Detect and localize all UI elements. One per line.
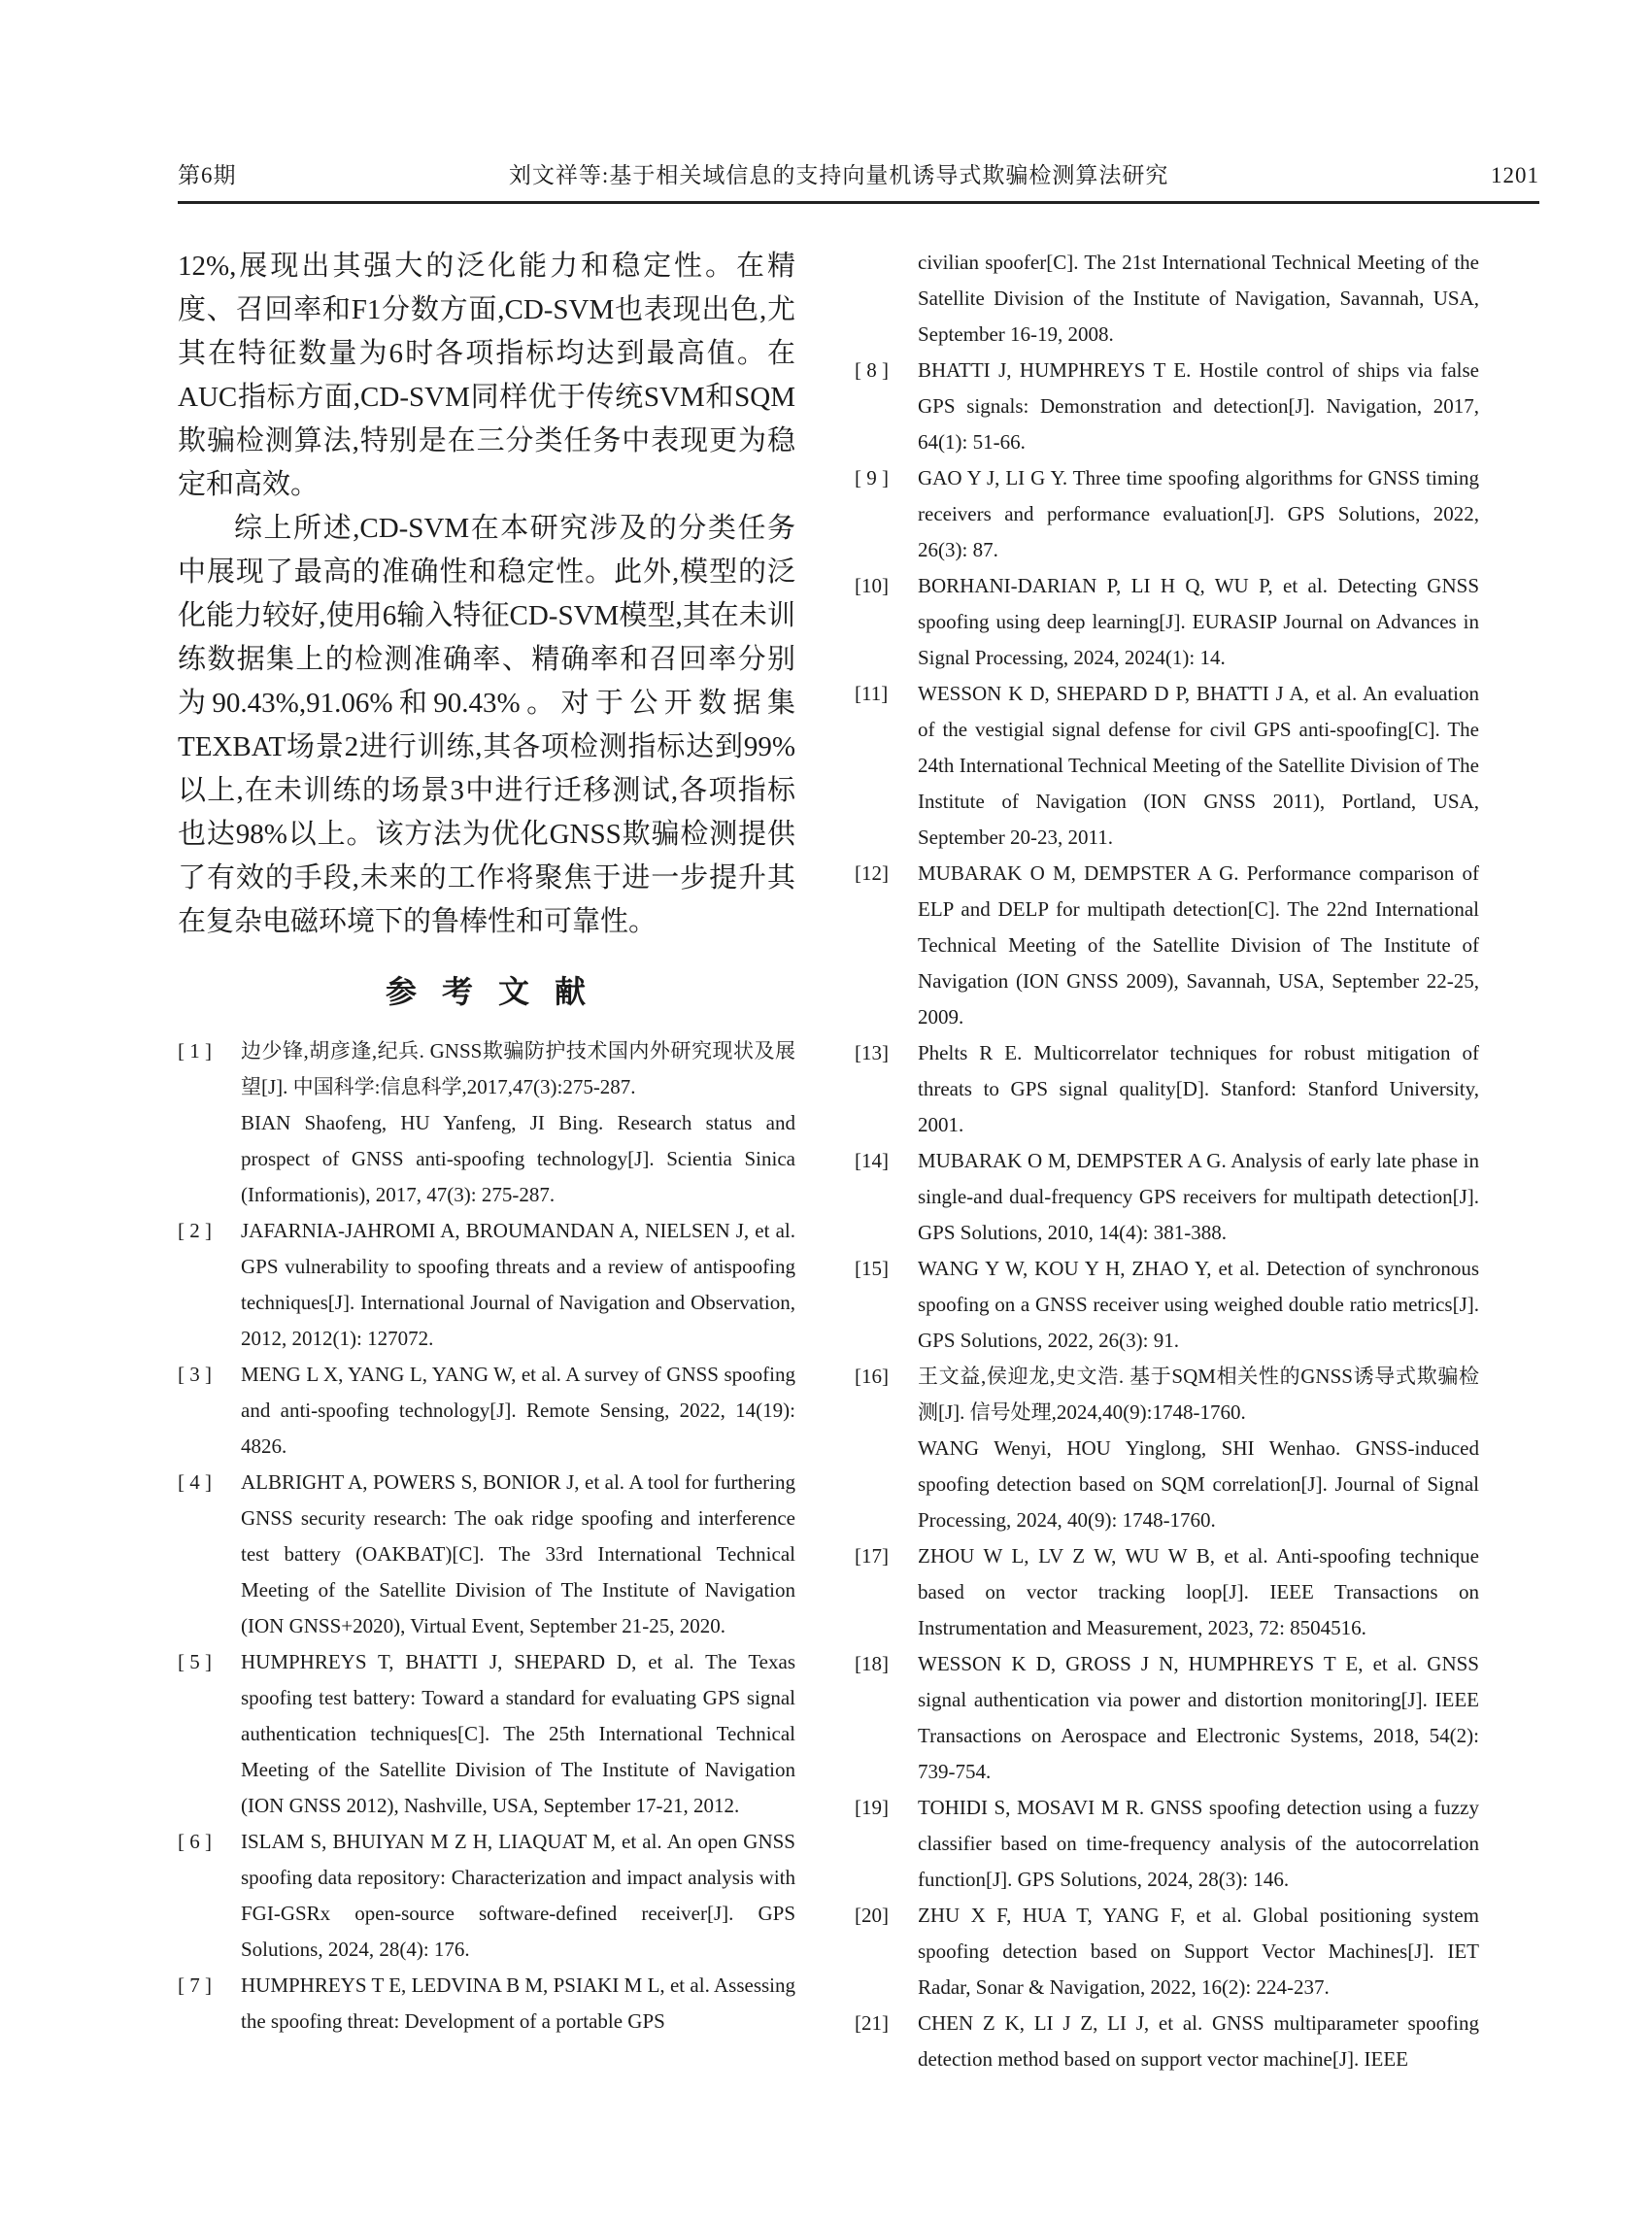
reference-item (855, 1035, 1479, 1143)
reference-item (855, 1143, 1479, 1251)
reference-item (178, 1824, 795, 1968)
reference-item (855, 1251, 1479, 1359)
reference-item (855, 1359, 1479, 1538)
reference-item (855, 856, 1479, 1035)
reference-number: [ 8 ] (855, 358, 889, 382)
reference-text: JAFARNIA-JAHROMI A, BROUMANDAN A, NIELSEN J, et al. GPS vulnerability to spoofing threats and a review of antispoofing techniques[J]. International Journal of Navigation and Observation, 2012, 2012(1): 127072. (241, 1219, 795, 1350)
reference-text: MUBARAK O M, DEMPSTER A G. Performance comparison of ELP and DELP for multipath detection[C]. The 22nd International Technical Meeting of the Satellite Division of The Institute of Navigation (ION GNSS 2009), Savannah, USA, September 22-25, 2009. (918, 861, 1479, 1029)
reference-number: [20] (855, 1904, 889, 1927)
reference-text: TOHIDI S, MOSAVI M R. GNSS spoofing detection using a fuzzy classifier based on time-frequency analysis of the autocorrelation function[J]. GPS Solutions, 2024, 28(3): 146. (918, 1796, 1479, 1891)
header-rule (178, 201, 1539, 204)
reference-number: [21] (855, 2011, 889, 2035)
reference-number: [ 7 ] (178, 1973, 212, 1997)
reference-number: [ 9 ] (855, 466, 889, 489)
reference-text: ISLAM S, BHUIYAN M Z H, LIAQUAT M, et al. An open GNSS spoofing data repository: Characterization and impact analysis with FGI-GSRx open-source software-defined receiver[J]. GPS Solutions, 2024, 28(4): 176. (241, 1830, 795, 1961)
reference-number: [13] (855, 1041, 889, 1064)
reference-number: [ 4 ] (178, 1470, 212, 1494)
reference-number: [11] (855, 682, 889, 705)
left-column (178, 245, 795, 2040)
references-heading: 参 考 文 献 (385, 974, 588, 1009)
reference-item (178, 1357, 795, 1465)
issue-label: 第6期 (178, 163, 237, 187)
reference-number: [12] (855, 861, 889, 885)
reference-text: MENG L X, YANG L, YANG W, et al. A survey of GNSS spoofing and anti-spoofing technology[J]. Remote Sensing, 2022, 14(19): 4826. (241, 1363, 795, 1458)
running-title: 刘文祥等:基于相关域信息的支持向量机诱导式欺骗检测算法研究 (508, 163, 1169, 187)
reference-text: HUMPHREYS T, BHATTI J, SHEPARD D, et al. The Texas spoofing test battery: Toward a standard for evaluating GPS signal authentication techniques[C]. The 25th International Technical Meeting of the Satellite Division of The Institute of Navigation (ION GNSS 2012), Nashville, USA, September 17-21, 2012. (241, 1650, 795, 1817)
reference-item (178, 1644, 795, 1824)
reference-item (178, 1213, 795, 1357)
reference-number: [ 5 ] (178, 1650, 212, 1673)
reference-number: [ 1 ] (178, 1039, 212, 1062)
reference-text: WANG Y W, KOU Y H, ZHAO Y, et al. Detection of synchronous spoofing on a GNSS receiver using weighed double ratio metrics[J]. GPS Solutions, 2022, 26(3): 91. (918, 1257, 1479, 1352)
right-column (855, 245, 1479, 2077)
reference-item (855, 2006, 1479, 2077)
reference-text: civilian spoofer[C]. The 21st International Technical Meeting of the Satellite Division of the Institute of Navigation, Savannah, USA, September 16-19, 2008. (918, 251, 1479, 346)
reference-number: [10] (855, 574, 889, 597)
reference-text: BHATTI J, HUMPHREYS T E. Hostile control of ships via false GPS signals: Demonstration and detection[J]. Navigation, 2017, 64(1): 51-66. (918, 358, 1479, 454)
references-list-right (855, 245, 1479, 2077)
reference-text: ALBRIGHT A, POWERS S, BONIOR J, et al. A tool for furthering GNSS security research: The oak ridge spoofing and interference test battery (OAKBAT)[C]. The 33rd International Technical Meeting of the Satellite Division of The Institute of Navigation (ION GNSS+2020), Virtual Event, September 21-25, 2020. (241, 1470, 795, 1637)
reference-number: [16] (855, 1365, 889, 1388)
reference-number: [17] (855, 1544, 889, 1568)
reference-number: [ 6 ] (178, 1830, 212, 1853)
reference-item (855, 568, 1479, 676)
reference-text: 王文益,侯迎龙,史文浩. 基于SQM相关性的GNSS诱导式欺骗检测[J]. 信号处理,2024,40(9):1748-1760. (918, 1365, 1479, 1424)
reference-item (178, 1968, 795, 2040)
reference-item (855, 1538, 1479, 1646)
reference-text: GAO Y J, LI G Y. Three time spoofing algorithms for GNSS timing receivers and performance evaluation[J]. GPS Solutions, 2022, 26(3): 87. (918, 466, 1479, 561)
references-list-left (178, 1033, 795, 2040)
reference-number: [14] (855, 1149, 889, 1172)
reference-text: ZHOU W L, LV Z W, WU W B, et al. Anti-spoofing technique based on vector tracking loop[J]. IEEE Transactions on Instrumentation and Measurement, 2023, 72: 8504516. (918, 1544, 1479, 1639)
reference-text: CHEN Z K, LI J Z, LI J, et al. GNSS multiparameter spoofing detection method based on support vector machine[J]. IEEE (918, 2011, 1479, 2071)
page-number: 1201 (1491, 163, 1539, 187)
reference-text: WESSON K D, GROSS J N, HUMPHREYS T E, et al. GNSS signal authentication via power and distortion monitoring[J]. IEEE Transactions on Aerospace and Electronic Systems, 2018, 54(2): 739-754. (918, 1652, 1479, 1783)
reference-number: [18] (855, 1652, 889, 1675)
reference-text: BORHANI-DARIAN P, LI H Q, WU P, et al. Detecting GNSS spoofing using deep learning[J]. EURASIP Journal on Advances in Signal Processing, 2024, 2024(1): 14. (918, 574, 1479, 669)
reference-text: WANG Wenyi, HOU Yinglong, SHI Wenhao. GNSS-induced spoofing detection based on SQM correlation[J]. Journal of Signal Processing, 2024, 40(9): 1748-1760. (918, 1436, 1479, 1532)
reference-item (178, 1033, 795, 1213)
reference-text: ZHU X F, HUA T, YANG F, et al. Global positioning system spoofing detection based on Support Vector Machines[J]. IET Radar, Sonar & Navigation, 2022, 16(2): 224-237. (918, 1904, 1479, 1999)
reference-item (855, 353, 1479, 460)
page-header (178, 157, 1539, 189)
reference-number: [15] (855, 1257, 889, 1280)
reference-number: [ 3 ] (178, 1363, 212, 1386)
reference-number: [19] (855, 1796, 889, 1819)
reference-item (855, 1898, 1479, 2006)
reference-text: MUBARAK O M, DEMPSTER A G. Analysis of early late phase in single-and dual-frequency GPS receivers for multipath detection[J]. GPS Solutions, 2010, 14(4): 381-388. (918, 1149, 1479, 1244)
reference-item (855, 1646, 1479, 1790)
body-paragraph: 综上所述,CD-SVM在本研究涉及的分类任务中展现了最高的准确性和稳定性。此外,模型的泛化能力较好,使用6输入特征CD-SVM模型,其在未训练数据集上的检测准确率、精确率和召回率分别为90.43%,91.06%和90.43%。对于公开数据集TEXBAT场景2进行训练,其各项检测指标达到99%以上,在未训练的场景3中进行迁移测试,各项指标也达98%以上。该方法为优化GNSS欺骗检测提供了有效的手段,未来的工作将聚焦于进一步提升其在复杂电磁环境下的鲁棒性和可靠性。 (178, 513, 795, 937)
reference-text: BIAN Shaofeng, HU Yanfeng, JI Bing. Research status and prospect of GNSS anti-spoofing technology[J]. Scientia Sinica (Informationis), 2017, 47(3): 275-287. (241, 1111, 795, 1206)
reference-text: WESSON K D, SHEPARD D P, BHATTI J A, et al. An evaluation of the vestigial signal defense for civil GPS anti-spoofing[C]. The 24th International Technical Meeting of the Satellite Division of The Institute of Navigation (ION GNSS 2011), Portland, USA, September 20-23, 2011. (918, 682, 1479, 849)
reference-item (855, 460, 1479, 568)
reference-item (855, 1790, 1479, 1898)
reference-text: HUMPHREYS T E, LEDVINA B M, PSIAKI M L, et al. Assessing the spoofing threat: Development of a portable GPS (241, 1973, 795, 2033)
reference-text: 边少锋,胡彦逢,纪兵. GNSS欺骗防护技术国内外研究现状及展望[J]. 中国科学:信息科学,2017,47(3):275-287. (241, 1039, 795, 1098)
reference-item (855, 676, 1479, 856)
reference-item (178, 1465, 795, 1644)
reference-number: [ 2 ] (178, 1219, 212, 1242)
reference-item (855, 245, 1479, 353)
reference-text: Phelts R E. Multicorrelator techniques for robust mitigation of threats to GPS signal quality[D]. Stanford: Stanford University, 2001. (918, 1041, 1479, 1136)
body-paragraph: 12%,展现出其强大的泛化能力和稳定性。在精度、召回率和F1分数方面,CD-SVM也表现出色,尤其在特征数量为6时各项指标均达到最高值。在AUC指标方面,CD-SVM同样优于传统SVM和SQM欺骗检测算法,特别是在三分类任务中表现更为稳定和高效。 (178, 251, 795, 500)
